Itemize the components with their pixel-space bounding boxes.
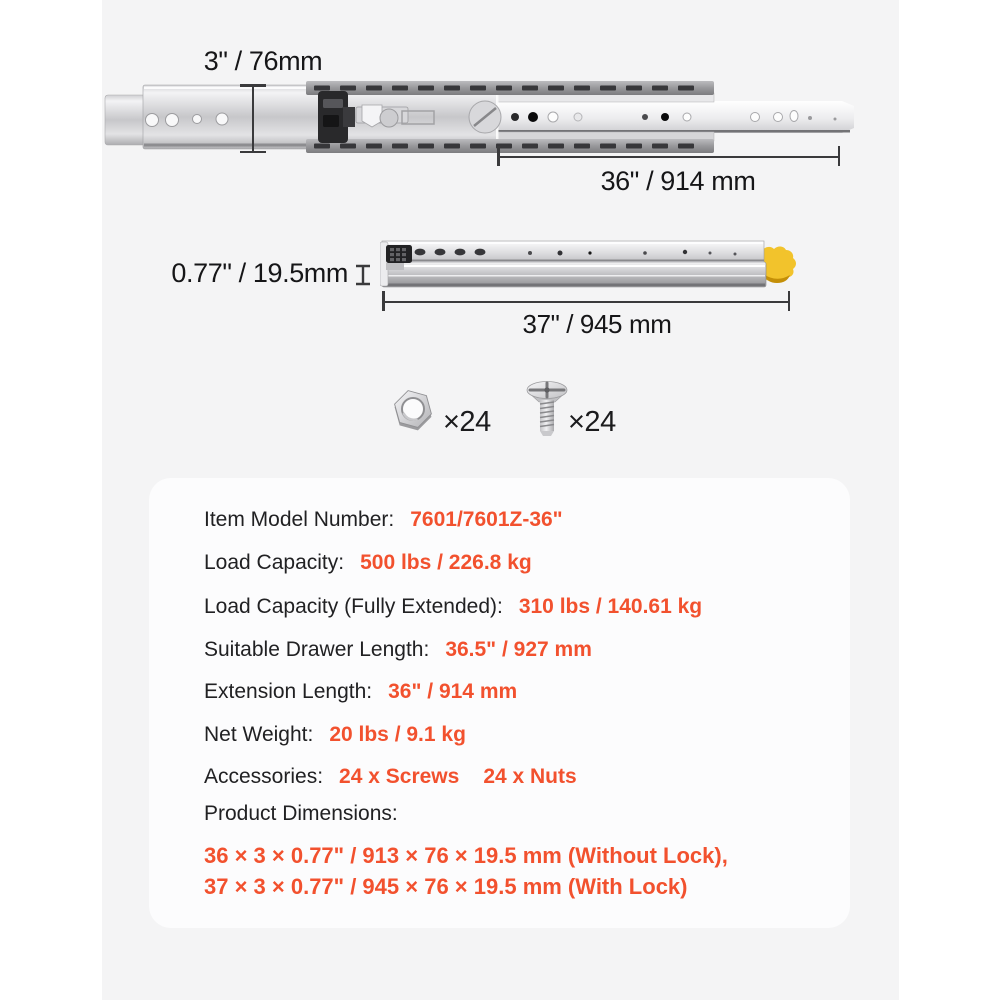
spec-label: Load Capacity: <box>204 551 345 574</box>
closed-slide-length-dim-label: 37" / 945 mm <box>522 309 672 339</box>
spec-label: Item Model Number: <box>204 508 395 531</box>
outer-rail-tab <box>105 95 149 145</box>
slide-length-dim-label: 36" / 914 mm <box>600 166 756 196</box>
product-dimensions-values <box>204 840 728 902</box>
slide-height-dim-line <box>240 84 266 153</box>
spec-value: 20 lbs / 9.1 kg <box>329 723 466 746</box>
spec-row-net-weight <box>204 723 466 747</box>
spec-row-load-capacity <box>204 551 532 575</box>
screw-count-label: ×24 <box>568 406 616 438</box>
spec-row-load-capacity-extended <box>204 595 702 619</box>
spec-card <box>149 478 850 928</box>
spec-value: 310 lbs / 140.61 kg <box>518 595 703 618</box>
spec-label: Accessories: <box>204 765 324 788</box>
dimension-line-without-lock: 36 × 3 × 0.77" / 913 × 76 × 19.5 mm (Without Lock), <box>204 843 728 868</box>
spec-label: Suitable Drawer Length: <box>204 638 430 661</box>
spec-value: 36.5" / 927 mm <box>445 638 592 661</box>
spec-row-accessories <box>204 765 577 789</box>
spec-value: 7601/7601Z-36" <box>410 508 563 531</box>
spec-value: 24 x Nuts <box>483 765 577 788</box>
nut-count-label: ×24 <box>443 406 491 438</box>
dimension-line-with-lock: 37 × 3 × 0.77" / 945 × 76 × 19.5 mm (With Lock) <box>204 874 688 899</box>
spec-row-drawer-length <box>204 638 592 662</box>
spec-label: Net Weight: <box>204 723 314 746</box>
nut-icon <box>391 387 435 433</box>
spec-row-extension-length <box>204 680 517 704</box>
spec-value: 36" / 914 mm <box>388 680 518 703</box>
spec-value: 24 x Screws <box>339 765 460 788</box>
screw-icon <box>524 378 570 440</box>
spec-value: 500 lbs / 226.8 kg <box>360 551 532 574</box>
slide-thickness-dim-mark <box>353 264 373 286</box>
spec-label: Extension Length: <box>204 680 373 703</box>
slide-height-dim-label: 3" / 76mm <box>203 46 323 76</box>
slide-thickness-dim-label: 0.77" / 19.5mm <box>171 258 348 288</box>
extended-slide-illustration <box>100 77 855 157</box>
closed-slide-illustration <box>380 238 798 290</box>
spec-row-item-model <box>204 508 563 532</box>
spec-row-product-dimensions <box>204 802 398 826</box>
slide-length-dim-line <box>497 146 840 168</box>
spec-label: Product Dimensions: <box>204 802 398 825</box>
spec-label: Load Capacity (Fully Extended): <box>204 595 503 618</box>
